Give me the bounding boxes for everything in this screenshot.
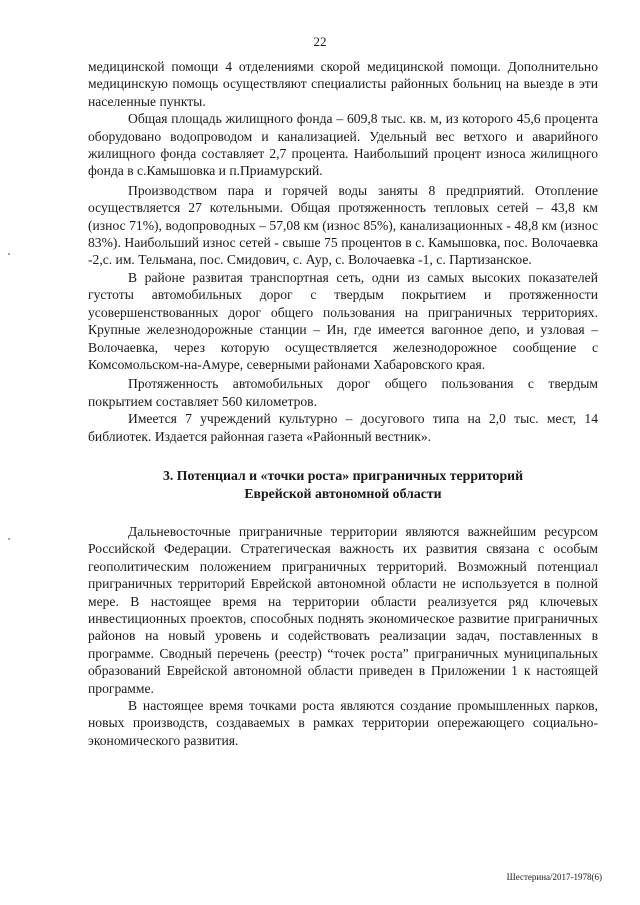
document-body	[88, 58, 598, 749]
paragraph: В настоящее время точками роста являются создание промышленных парков, новых производств, создаваемых в рамках территории опережающего социально-экономического развития.	[88, 698, 598, 748]
paragraph: В районе развитая транспортная сеть, одни из самых высоких показателей густоты автомобильных дорог с твердым покрытием и протяженности усовершенствованных дорог общего пользования на приграничных территориях. Крупные железнодорожные станции – Ин, где имеется вагонное депо, и узловая – Волочаевка, через которую осуществляется железнодорожное сообщение с Комсомольском-на-Амуре, северными районами Хабаровского края.	[88, 269, 598, 372]
margin-mark	[8, 538, 10, 540]
section-heading	[88, 467, 598, 503]
paragraph: медицинской помощи 4 отделениями скорой медицинской помощи. Дополнительно медицинскую помощь осуществляют специалисты районных больниц на выезде в эти населенные пункты.	[88, 59, 598, 109]
page-number: 22	[313, 34, 327, 49]
paragraph: Протяженность автомобильных дорог общего пользования с твердым покрытием составляет 560 километров.	[88, 376, 598, 409]
paragraph: Общая площадь жилищного фонда – 609,8 тыс. кв. м, из которого 45,6 процента оборудовано водопроводом и канализацией. Удельный вес ветхого и аварийного жилищного фонда составляет 2,7 процента. Наибольший процент износа жилищного фонда в с.Камышовка и п.Приамурский.	[88, 111, 598, 179]
section-heading-line: 3. Потенциал и «точки роста» приграничных территорий	[162, 467, 524, 483]
paragraph: Дальневосточные приграничные территории являются важнейшим ресурсом Российской Федерации. Стратегическая важность их развития связана с особым геополитическим положением приграничных территорий. Возможный потенциал приграничных территорий Еврейской автономной области не используется в полной мере. В настоящее время на территории области реализуется ряд ключевых инвестиционных проектов, способных поднять экономическое развитие приграничных районов на новый уровень и содействовать реализации задач, поставленных в программе. Сводный перечень (реестр) “точек роста” приграничных муниципальных образований Еврейской автономной области приведен в Приложении 1 к настоящей программе.	[88, 523, 598, 696]
section-body	[88, 523, 598, 749]
margin-mark	[8, 253, 10, 255]
paragraph: Имеется 7 учреждений культурно – досугового типа на 2,0 тыс. мест, 14 библиотек. Издается районная газета «Районный вестник».	[88, 411, 598, 444]
paragraph: Производством пара и горячей воды заняты 8 предприятий. Отопление осуществляется 27 котельными. Общая протяженность тепловых сетей – 43,8 км (износ 71%), водопроводных – 57,08 км (износ 85%), канализационных - 48,8 км (износ 83%). Наибольший износ сетей - свыше 75 процентов в с. Камышовка, пос. Волочаевка -2,с. им. Тельмана, пос. Смидович, с. Аур, с. Волочаевка -1, с. Партизанское.	[88, 182, 598, 268]
section-heading-line: Еврейской автономной области	[244, 485, 442, 501]
footer-document-code: Шестерина/2017-1978(6)	[506, 872, 602, 882]
